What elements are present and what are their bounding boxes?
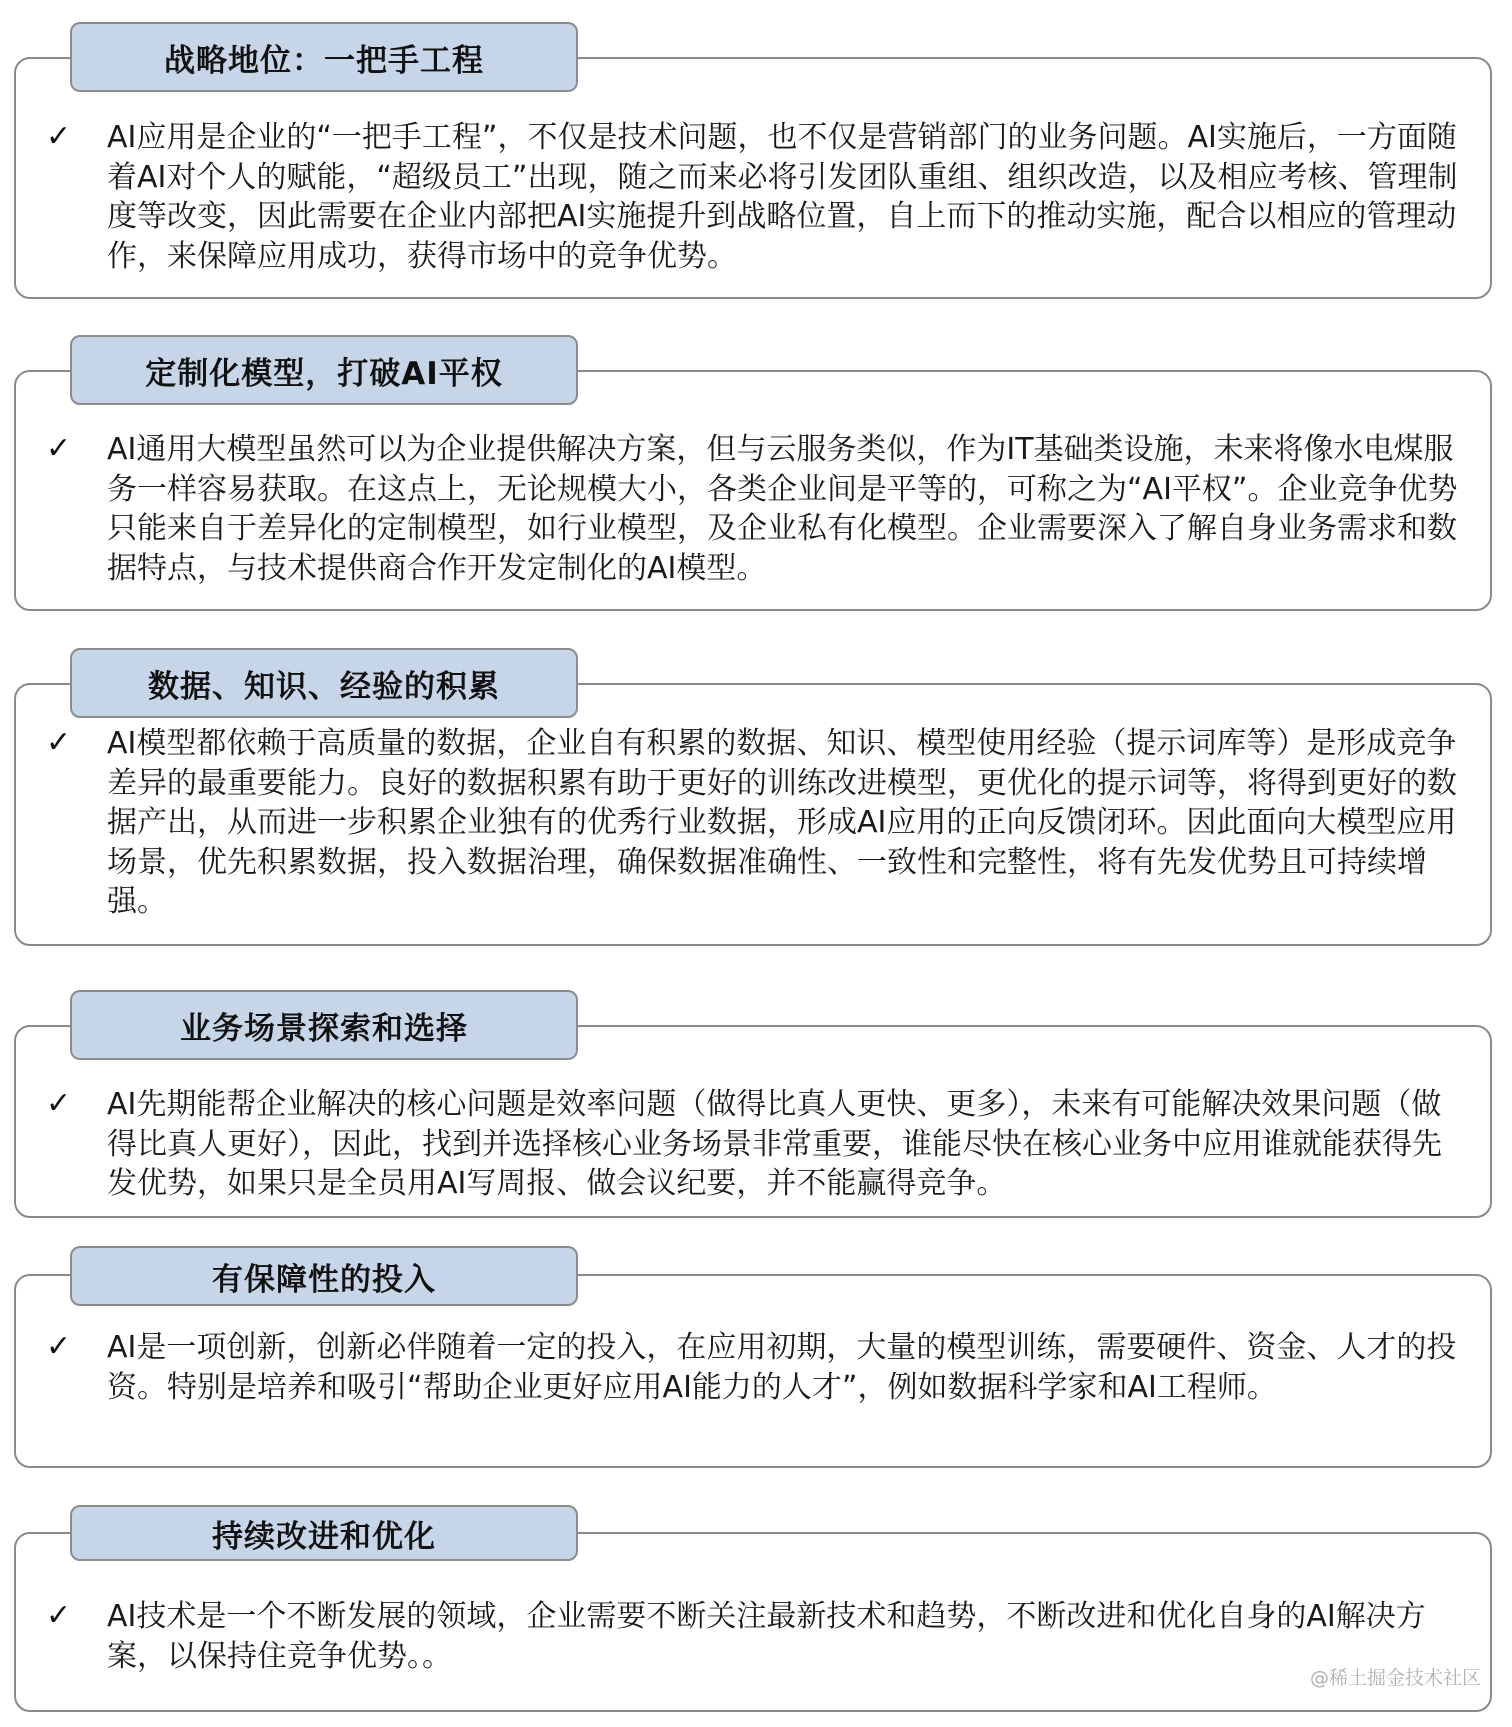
check-icon: ✓	[46, 1598, 72, 1633]
check-icon: ✓	[46, 1329, 72, 1364]
section-title: 定制化模型，打破AI平权	[70, 335, 578, 405]
section-body: AI是一项创新，创新必伴随着一定的投入，在应用初期，大量的模型训练，需要硬件、资金、人才的投资。特别是培养和吸引“帮助企业更好应用AI能力的人才”，例如数据科学家和AI工程师。	[107, 1330, 1457, 1405]
check-icon: ✓	[46, 1086, 72, 1121]
section-title: 有保障性的投入	[70, 1246, 578, 1306]
check-icon: ✓	[46, 725, 72, 760]
section-body: AI先期能帮企业解决的核心问题是效率问题（做得比真人更快、更多），未来有可能解决效果问题（做得比真人更好），因此，找到并选择核心业务场景非常重要，谁能尽快在核心业务中应用谁就能获得先发优势，如果只是全员用AI写周报、做会议纪要，并不能赢得竞争。	[107, 1087, 1442, 1201]
check-icon: ✓	[46, 119, 72, 154]
section-body: AI通用大模型虽然可以为企业提供解决方案，但与云服务类似，作为IT基础类设施，未来将像水电煤服务一样容易获取。在这点上，无论规模大小，各类企业间是平等的，可称之为“AI平权”。企业竞争优势只能来自于差异化的定制模型，如行业模型，及企业私有化模型。企业需要深入了解自身业务需求和数据特点，与技术提供商合作开发定制化的AI模型。	[107, 432, 1458, 586]
check-icon: ✓	[46, 431, 72, 466]
section-title: 战略地位：一把手工程	[70, 22, 578, 92]
watermark: @稀土掘金技术社区	[1310, 1667, 1482, 1689]
section-box	[14, 57, 1492, 299]
section-box	[14, 370, 1492, 611]
section-body: AI应用是企业的“一把手工程”，不仅是技术问题，也不仅是营销部门的业务问题。AI实施后，一方面随着AI对个人的赋能，“超级员工”出现，随之而来必将引发团队重组、组织改造，以及相应考核、管理制度等改变，因此需要在企业内部把AI实施提升到战略位置，自上而下的推动实施，配合以相应的管理动作，来保障应用成功，获得市场中的竞争优势。	[107, 120, 1458, 274]
section-box	[14, 683, 1492, 946]
section-title: 持续改进和优化	[70, 1505, 578, 1561]
section-title: 业务场景探索和选择	[70, 990, 578, 1060]
section-title: 数据、知识、经验的积累	[70, 648, 578, 718]
section-body: AI模型都依赖于高质量的数据，企业自有积累的数据、知识、模型使用经验（提示词库等）是形成竞争差异的最重要能力。良好的数据积累有助于更好的训练改进模型，更优化的提示词等，将得到更好的数据产出，从而进一步积累企业独有的优秀行业数据，形成AI应用的正向反馈闭环。因此面向大模型应用场景，优先积累数据，投入数据治理，确保数据准确性、一致性和完整性，将有先发优势且可持续增强。	[107, 726, 1457, 919]
section-body: AI技术是一个不断发展的领域，企业需要不断关注最新技术和趋势，不断改进和优化自身的AI解决方案，以保持住竞争优势。。	[107, 1599, 1426, 1674]
